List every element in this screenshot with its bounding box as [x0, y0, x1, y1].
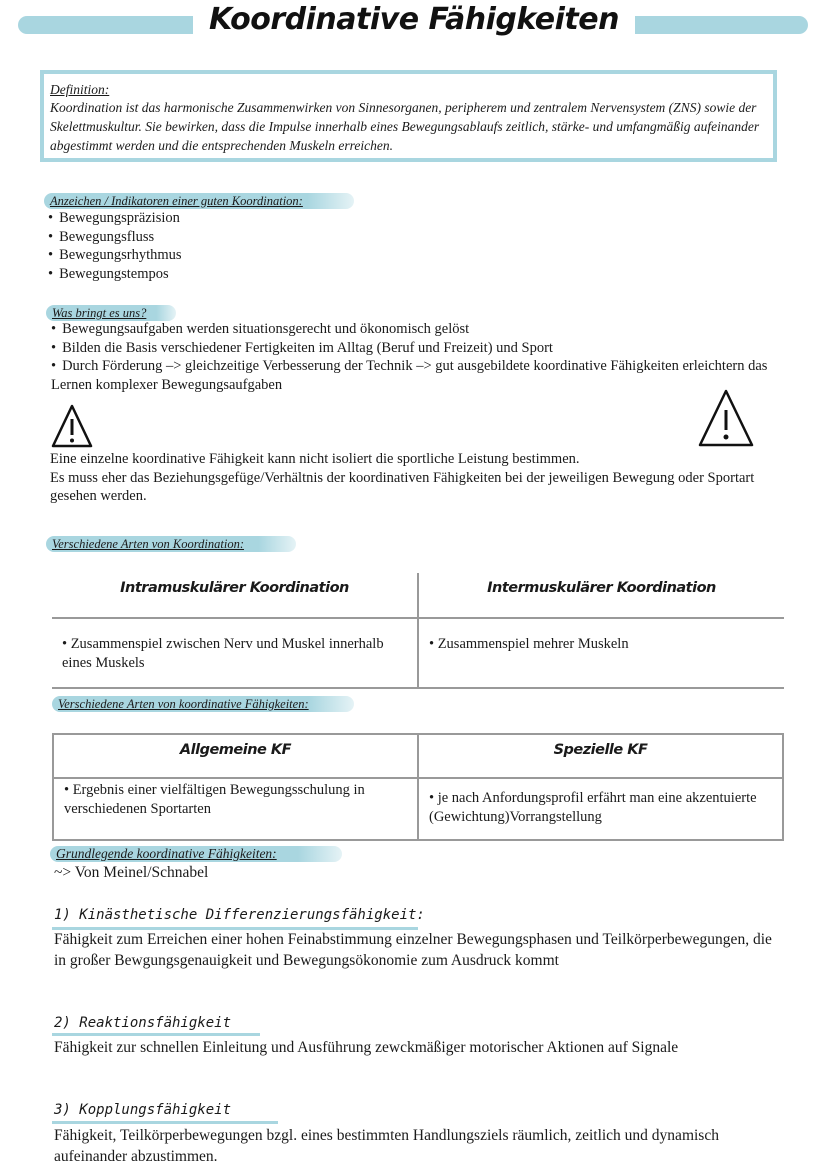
- definition-box: [40, 70, 777, 162]
- definition-label: Definition:: [50, 82, 110, 97]
- page-title: Koordinative Fähigkeiten: [193, 2, 635, 37]
- coord-col1-head: Intramuskulärer Koordination: [52, 573, 418, 618]
- list-item: • Bewegungsaufgaben werden situationsgerecht und ökonomisch gelöst: [51, 320, 781, 339]
- benefits-list: [51, 320, 781, 394]
- kf-col1-head: Allgemeine KF: [53, 734, 418, 778]
- list-item: • Bewegungsfluss: [48, 228, 182, 247]
- ability-3-heading: 3) Kopplungsfähigkeit: [54, 1102, 232, 1118]
- benefits-label: Was bringt es uns?: [46, 305, 176, 321]
- kf-col2-head: Spezielle KF: [418, 734, 783, 778]
- coord-col2-head: Intermuskulärer Koordination: [418, 573, 784, 618]
- list-item: • Bewegungstempos: [48, 265, 182, 284]
- definition-text: Koordination ist das harmonische Zusammenwirken von Sinnesorganen, peripherem und zentralem Nervensystem (ZNS) sowie der Skelettmuskultur. Sie bewirken, dass die Impulse innerhalb eines Bewegungsablaufs zeitlich, stärke- und umfangmäßig aufeinander abgestimmt werden und die entsprechenden Muskeln erreichen.: [50, 100, 760, 153]
- coord-col2-text: • Zusammenspiel mehrer Muskeln: [418, 618, 784, 688]
- list-item: • Bewegungspräzision: [48, 209, 182, 228]
- ability-3-text: Fähigkeit, Teilkörperbewegungen bzgl. eines bestimmten Handlungsziels räumlich, zeitlich und dynamisch aufeinander abzustimmen.: [54, 1127, 719, 1165]
- indicators-label: Anzeichen / Indikatoren einer guten Koordination:: [44, 193, 354, 209]
- kf-col2-text: • je nach Anfordungsprofil erfährt man eine akzentuierte (Gewichtung)Vorrangstellung: [418, 778, 783, 840]
- page-title-wrap: [0, 2, 828, 37]
- warning-text: [50, 450, 780, 506]
- list-item: • Bewegungsrhythmus: [48, 246, 182, 265]
- ability-2-heading: 2) Reaktionsfähigkeit: [54, 1015, 232, 1031]
- basic-label: Grundlegende koordinative Fähigkeiten:: [50, 846, 342, 862]
- list-item: • Durch Förderung –> gleichzeitige Verbesserung der Technik –> gut ausgebildete koordinative Fähigkeiten erleichtern das Lernen komplexer Bewegungsaufgaben: [51, 357, 781, 394]
- coord-types-label: Verschiedene Arten von Koordination:: [46, 536, 296, 552]
- ability-2-underline: [52, 1033, 260, 1036]
- indicators-list: [48, 209, 182, 283]
- coord-types-table: [52, 573, 784, 689]
- warning-line-2: Es muss eher das Beziehungsgefüge/Verhältnis der koordinativen Fähigkeiten bei der jeweiligen Bewegung oder Sportart gesehen werden.: [50, 469, 755, 504]
- warning-icon: [50, 403, 94, 449]
- ability-3-underline: [52, 1121, 278, 1124]
- warning-icon: [697, 388, 755, 448]
- kf-col1-text: • Ergebnis einer vielfältigen Bewegungsschulung in verschiedenen Sportarten: [53, 778, 418, 840]
- ability-2-text: Fähigkeit zur schnellen Einleitung und Ausführung zewckmäßiger motorischer Aktionen auf Signale: [54, 1039, 679, 1056]
- kf-types-table: [52, 733, 784, 841]
- ability-1-text: Fähigkeit zum Erreichen einer hohen Feinabstimmung einzelner Bewegungsphasen und Teilkörperbewegungen, die in großer Bewgungsgenauigkeit und Bewegungsökonomie zum Ausdruck kommt: [54, 931, 772, 969]
- warning-line-1: Eine einzelne koordinative Fähigkeit kann nicht isoliert die sportliche Leistung bestimmen.: [50, 451, 580, 467]
- kf-types-label: Verschiedene Arten von koordinative Fähigkeiten:: [52, 696, 354, 712]
- ability-1-heading: 1) Kinästhetische Differenzierungsfähigkeit:: [54, 907, 425, 923]
- coord-col1-text: • Zusammenspiel zwischen Nerv und Muskel innerhalb eines Muskels: [52, 618, 418, 688]
- list-item: • Bilden die Basis verschiedener Fertigkeiten im Alltag (Beruf und Freizeit) und Sport: [51, 339, 781, 358]
- basic-source: ~> Von Meinel/Schnabel: [54, 864, 209, 881]
